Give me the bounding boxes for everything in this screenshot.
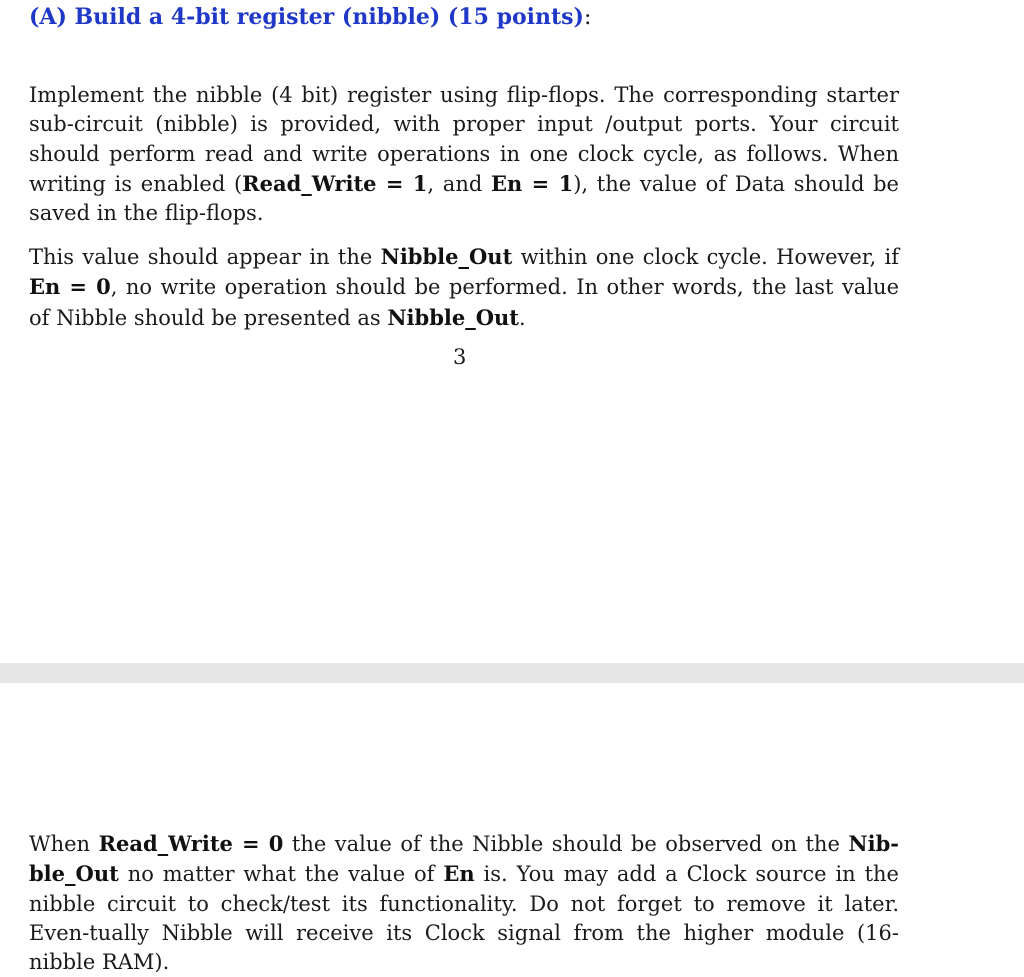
p3-nibble-out: Nib-ble_Out <box>29 831 899 887</box>
p3-text-4: is. You may add a Clock source in the nibble circuit to check/test its functionality. Do not forget to remove it later. Even-tually Nibble will receive its Clock signal from the higher module (16-nibble RAM). <box>29 862 899 975</box>
p1-text-1: Implement the nibble (4 bit) register using flip-flops. The corresponding starter sub-circuit (nibble) is provided, with proper input /output ports. Your circuit should perform read and write operations in one clock cycle, as follows. When writing is enabled ( <box>29 83 899 196</box>
page-break <box>0 663 1024 683</box>
p3-text-3: no matter what the value of <box>118 862 444 887</box>
paragraph-enable-behavior <box>29 242 899 333</box>
page-number: 3 <box>453 345 467 369</box>
paragraph-write-operation <box>29 81 899 228</box>
p2-text-4: . <box>518 305 526 330</box>
p2-text-1: This value should appear in the <box>29 245 381 269</box>
p2-nibble-out-1: Nibble_Out <box>380 244 513 269</box>
p1-text-3: ), the value of Data should be saved in the flip-flops. <box>29 171 899 226</box>
p2-nibble-out-2: Nibble_Out <box>387 304 519 330</box>
p3-read-write-0: Read_Write = 0 <box>98 831 284 856</box>
p3-en: En <box>443 861 475 887</box>
p3-text-1: When <box>29 832 99 856</box>
section-heading-text: (A) Build a 4-bit register (nibble) (15 points) <box>29 4 584 30</box>
p1-text-2: , and <box>427 171 492 196</box>
section-heading-colon: : <box>583 5 592 30</box>
p2-text-3: , no write operation should be performed. In other words, the last value of Nibble should be presented as <box>29 275 899 330</box>
p1-en-1: En = 1 <box>491 170 574 196</box>
paragraph-read-behavior <box>29 829 899 977</box>
p2-en-0: En = 0 <box>29 274 111 300</box>
section-heading <box>29 4 989 30</box>
p1-read-write-1: Read_Write = 1 <box>242 170 428 196</box>
p2-text-2: within one clock cycle. However, if <box>512 245 899 269</box>
p3-text-2: the value of the Nibble should be observed on the <box>283 832 849 856</box>
